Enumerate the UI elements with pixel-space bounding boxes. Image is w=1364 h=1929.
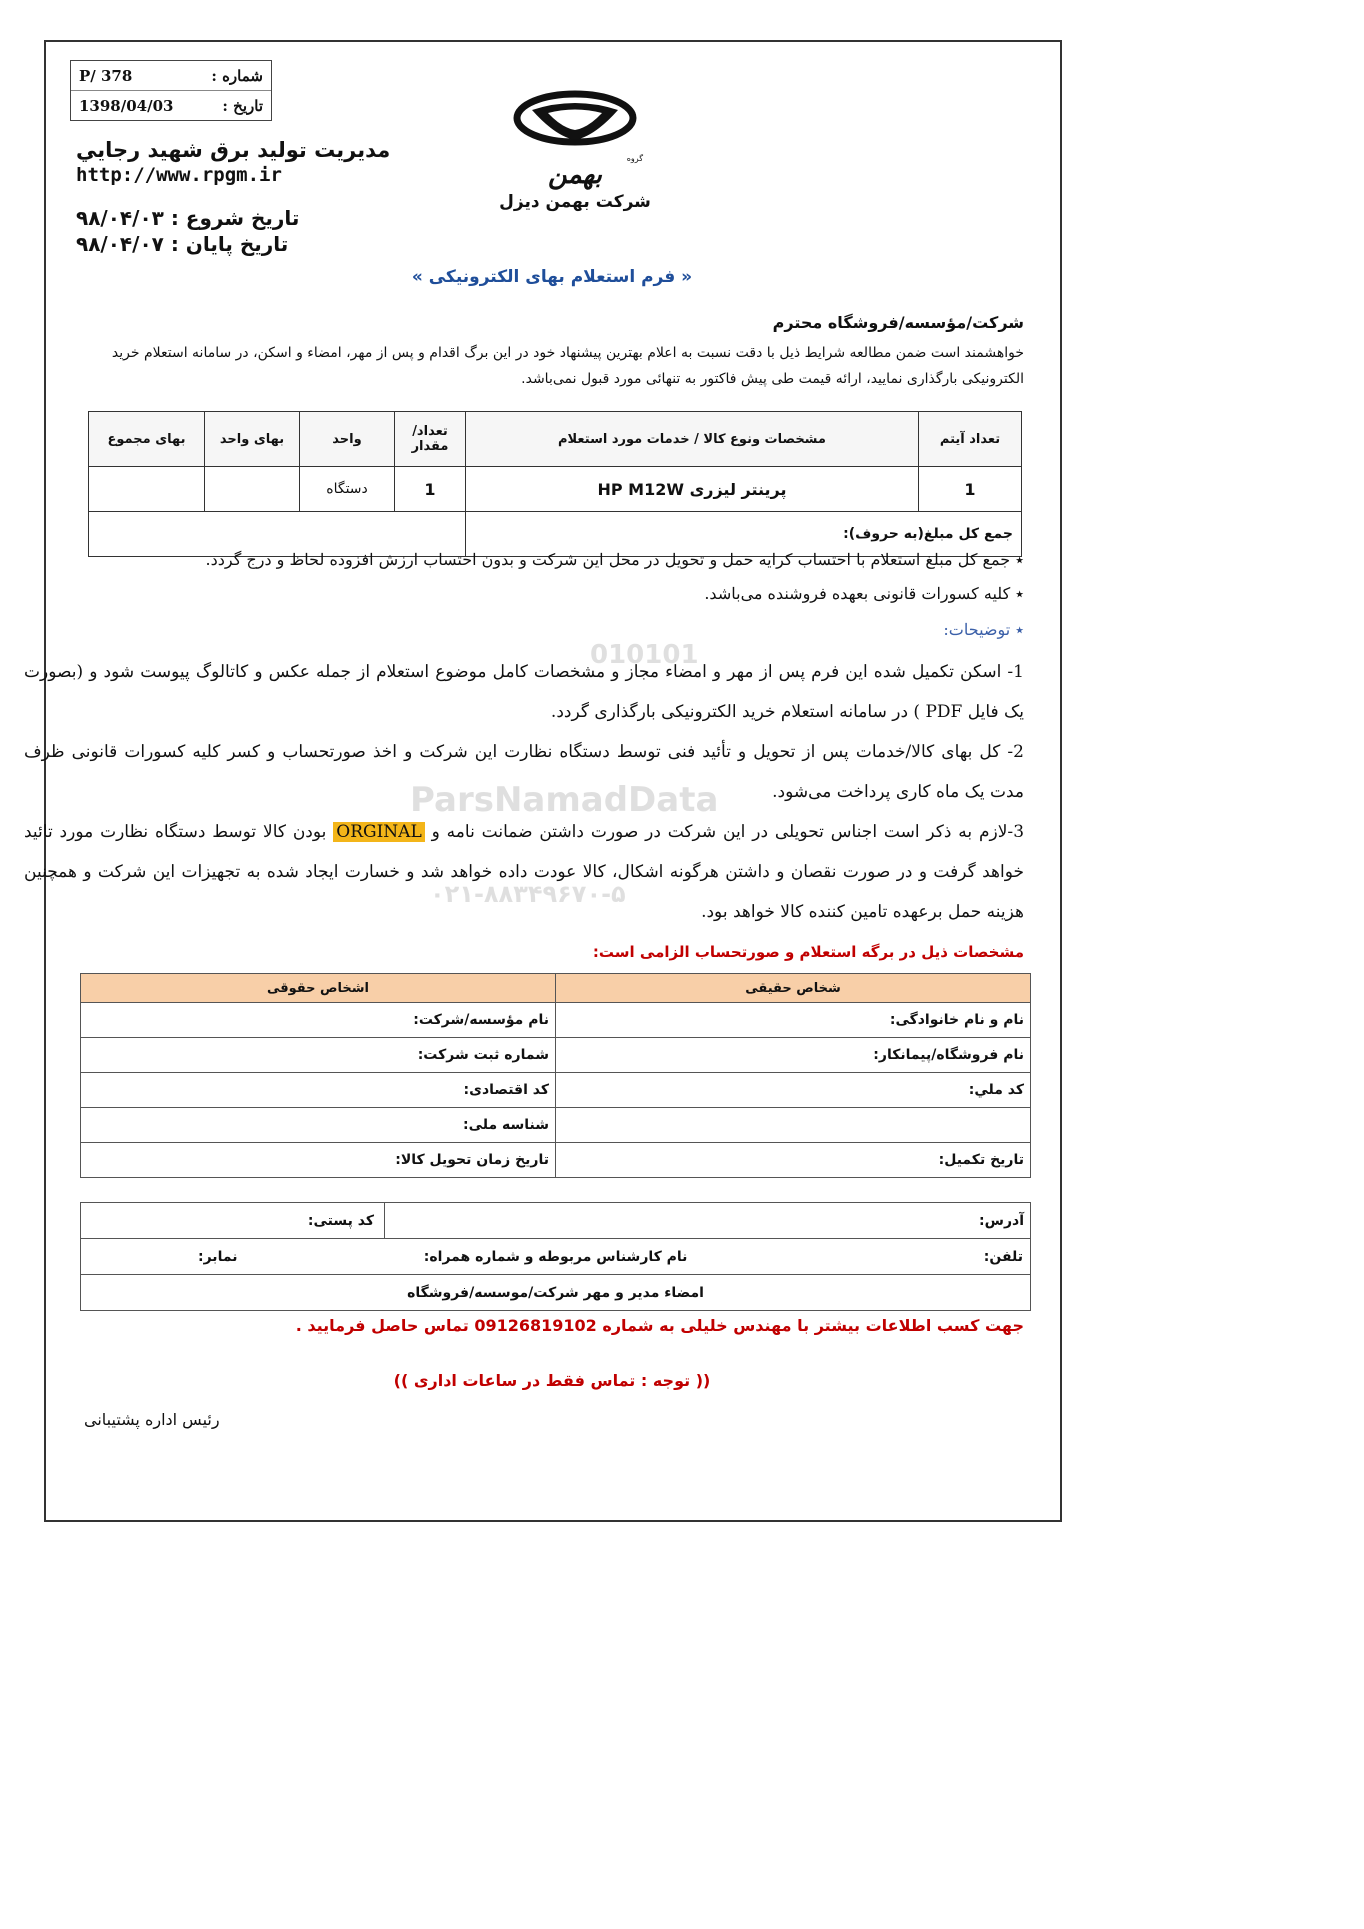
number-date-box xyxy=(70,60,272,121)
header-quantity: تعداد/ مقدار xyxy=(395,412,466,467)
number-label: شماره : xyxy=(211,66,263,85)
note-explanations-title: ٭ توضیحات: xyxy=(943,620,1024,639)
info-line: جهت کسب اطلاعات بیشتر با مهندس خلیلی به شماره 09126819102 تماس حاصل فرمایید . xyxy=(295,1316,1024,1335)
contact-table xyxy=(80,1202,1031,1311)
field-fax[interactable]: نمابر: xyxy=(198,1248,238,1265)
table-row xyxy=(81,1203,1031,1239)
date-label: تاریخ : xyxy=(222,96,263,115)
explanations-body xyxy=(24,652,1024,932)
org-name: مديريت توليد برق شهيد رجايي xyxy=(76,138,391,162)
field-national-code[interactable]: کد ملي: xyxy=(556,1073,1031,1108)
explanation-1: 1- اسکن تکمیل شده این فرم پس از مهر و امضاء مجاز و مشخصات کامل موضوع استعلام از جمله عکس و کاتالوگ پیوست شود و (بصورت یک فایل PDF ) در سامانه استعلام خرید الکترونیکی بارگذاری گردد. xyxy=(24,662,1024,722)
parties-table xyxy=(80,973,1031,1178)
field-phone[interactable]: تلفن: xyxy=(983,1248,1023,1265)
table-row xyxy=(89,467,1022,512)
cell-description: پرینتر لیزری HP M12W xyxy=(466,467,919,512)
table-row xyxy=(81,1108,1031,1143)
total-in-words-label: جمع کل مبلغ(به حروف): xyxy=(466,512,1022,557)
field-company-name[interactable]: نام مؤسسه/شرکت: xyxy=(81,1003,556,1038)
logo-emblem-icon xyxy=(510,88,640,156)
watermark-phone: ۰۲۱-۸۸۳۴۹۶۷۰-۵ xyxy=(430,880,626,908)
table-row xyxy=(81,1143,1031,1178)
signer-title: رئیس اداره پشتیبانی xyxy=(84,1410,220,1429)
header-unit-price: بهای واحد xyxy=(205,412,300,467)
field-empty[interactable] xyxy=(556,1108,1031,1143)
org-url[interactable]: http://www.rpgm.ir xyxy=(76,164,282,186)
requirements-title: مشخصات ذیل در برگه استعلام و صورتحساب الزامی است: xyxy=(592,943,1024,961)
table-row xyxy=(81,1038,1031,1073)
cell-total-price[interactable] xyxy=(89,467,205,512)
header-unit: واحد xyxy=(300,412,395,467)
phone-row xyxy=(81,1239,1031,1275)
field-registration-number[interactable]: شماره ثبت شرکت: xyxy=(81,1038,556,1073)
original-highlight: ORGINAL xyxy=(333,822,424,842)
explanation-3-end: بودن کالا توسط دستگاه نظارت مورد تائید خواهد گرفت و در صورت نقصان و داشتن هرگونه اشکال، کالا عودت داده خواهد شد و خسارت ایجاد شده به تجهیزات این شرکت و همچنین هزینه حمل برعهده تامین کننده کالا خواهد بود. xyxy=(24,822,1024,922)
header-legal-persons: اشخاص حقوقی xyxy=(81,974,556,1003)
schedule-dates xyxy=(76,205,299,257)
header-total-price: بهای مجموع xyxy=(89,412,205,467)
field-postal-code[interactable]: کد پستی: xyxy=(81,1203,385,1239)
number-row xyxy=(71,61,271,91)
start-date: تاريخ شروع : ۹۸/۰۴/۰۳ xyxy=(76,206,300,230)
header-natural-persons: شخاص حقیقی xyxy=(556,974,1031,1003)
field-completion-date[interactable]: تاریخ تکمیل: xyxy=(556,1143,1031,1178)
watermark-digits: 010101 xyxy=(590,640,699,670)
table-row xyxy=(81,1073,1031,1108)
attention-note: (( توجه : تماس فقط در ساعات اداری )) xyxy=(393,1371,711,1390)
logo-company-name: شرکت بهمن دیزل xyxy=(499,192,651,212)
parties-header-row xyxy=(81,974,1031,1003)
cell-unit-price[interactable] xyxy=(205,467,300,512)
logo-wordmark-text: بهمن xyxy=(547,160,603,190)
table-row xyxy=(81,1239,1031,1275)
items-header-row xyxy=(89,412,1022,467)
field-address[interactable]: آدرس: xyxy=(385,1203,1031,1239)
date-row xyxy=(71,91,271,120)
cell-item-count: 1 xyxy=(919,467,1022,512)
table-row xyxy=(81,1275,1031,1311)
field-signature[interactable]: امضاء مدیر و مهر شرکت/موسسه/فروشگاه xyxy=(81,1275,1031,1311)
addressee: شرکت/مؤسسه/فروشگاه محترم xyxy=(772,313,1024,332)
bahman-logo xyxy=(495,88,655,218)
form-title: « فرم استعلام بهای الکترونیکی » xyxy=(411,267,693,287)
explanation-3 xyxy=(24,812,1024,932)
logo-group-text: گروه xyxy=(626,154,643,163)
date-value: 1398/04/03 xyxy=(79,96,174,115)
header-description: مشخصات ونوع کالا / خدمات مورد استعلام xyxy=(466,412,919,467)
header-item-count: تعداد آیتم xyxy=(919,412,1022,467)
intro-paragraph: خواهشمند است ضمن مطالعه شرایط ذیل با دقت نسبت به اعلام بهترین پیشنهاد خود در این برگ اقدام و پس از مهر، امضاء و اسکن، در سامانه استعلام خرید الکترونیکی بارگذاری نمایید، ارائه قیمت طی پیش فاکتور به تنهائی مورد قبول نمی‌باشد. xyxy=(111,345,1024,387)
field-shop-name[interactable]: نام فروشگاه/پیمانکار: xyxy=(556,1038,1031,1073)
number-value: P/ 378 xyxy=(79,66,133,85)
note-deductions: ٭ کلیه کسورات قانونی بعهده فروشنده می‌باشد. xyxy=(704,584,1024,603)
note-shipping: ٭ جمع کل مبلغ استعلام با احتساب کرایه حمل و تحویل در محل این شرکت و بدون احتساب ارزش افزوده لحاظ و درج گردد. xyxy=(205,550,1024,569)
field-national-id[interactable]: شناسه ملی: xyxy=(81,1108,556,1143)
end-date: تاريخ پايان : ۹۸/۰۴/۰۷ xyxy=(76,232,289,256)
watermark-brand: ParsNamadData xyxy=(410,780,719,820)
cell-unit: دستگاه xyxy=(300,467,395,512)
field-economic-code[interactable]: کد اقتصادی: xyxy=(81,1073,556,1108)
field-delivery-date[interactable]: تاریخ زمان تحویل کالا: xyxy=(81,1143,556,1178)
field-full-name[interactable]: نام و نام خانوادگی: xyxy=(556,1003,1031,1038)
explanation-2: 2- کل بهای کالا/خدمات پس از تحویل و تأئید فنی توسط دستگاه نظارت این شرکت و اخذ صورتحساب و کسر کلیه کسورات قانونی ظرف مدت یک ماه کاری پرداخت می‌شود. xyxy=(24,742,1024,802)
field-expert[interactable]: نام کارشناس مربوطه و شماره همراه: xyxy=(423,1248,688,1265)
table-row xyxy=(81,1003,1031,1038)
cell-quantity: 1 xyxy=(395,467,466,512)
items-table xyxy=(88,411,1022,557)
logo-wordmark xyxy=(495,154,655,190)
explanation-3-start: 3-لازم به ذکر است اجناس تحویلی در این شرکت در صورت داشتن ضمانت نامه و xyxy=(431,822,1025,842)
